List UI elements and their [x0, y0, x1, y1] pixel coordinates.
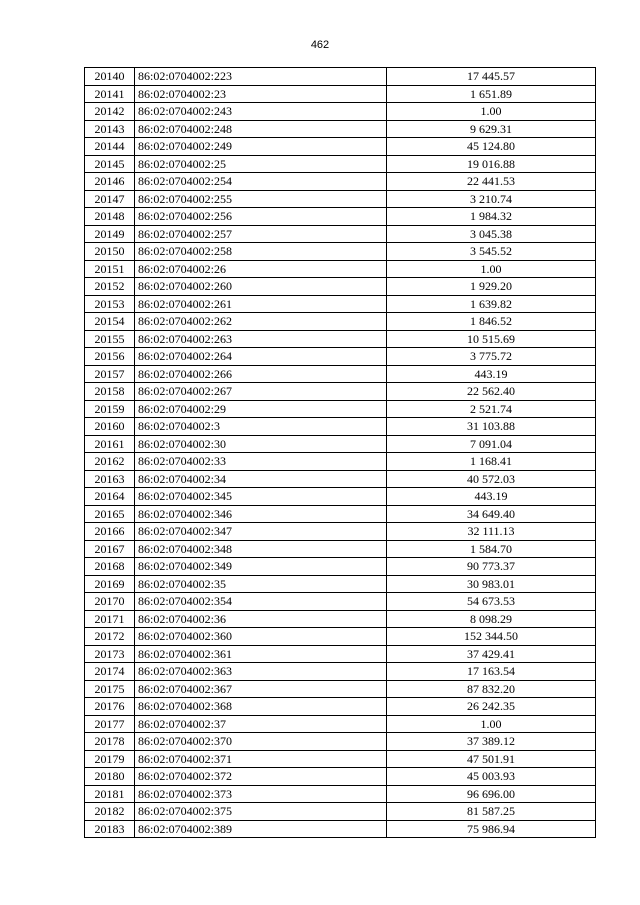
- cadastral-number-cell: 86:02:0704002:348: [135, 540, 387, 558]
- cadastral-number-cell: 86:02:0704002:223: [135, 68, 387, 86]
- value-cell: 90 773.37: [387, 558, 596, 576]
- row-number-cell: 20164: [85, 488, 135, 506]
- cadastral-number-cell: 86:02:0704002:258: [135, 243, 387, 261]
- row-number-cell: 20179: [85, 750, 135, 768]
- cadastral-number-cell: 86:02:0704002:26: [135, 260, 387, 278]
- table-row: [85, 453, 596, 471]
- cadastral-number-cell: 86:02:0704002:345: [135, 488, 387, 506]
- cadastral-number-cell: 86:02:0704002:354: [135, 593, 387, 611]
- row-number-cell: 20176: [85, 698, 135, 716]
- row-number-cell: 20163: [85, 470, 135, 488]
- table-row: [85, 190, 596, 208]
- table-row: [85, 418, 596, 436]
- value-cell: 8 098.29: [387, 610, 596, 628]
- row-number-cell: 20158: [85, 383, 135, 401]
- value-cell: 1 584.70: [387, 540, 596, 558]
- value-cell: 17 163.54: [387, 663, 596, 681]
- table-row: [85, 628, 596, 646]
- cadastral-number-cell: 86:02:0704002:263: [135, 330, 387, 348]
- cadastral-number-cell: 86:02:0704002:371: [135, 750, 387, 768]
- table-row: [85, 768, 596, 786]
- row-number-cell: 20172: [85, 628, 135, 646]
- table-row: [85, 138, 596, 156]
- cadastral-number-cell: 86:02:0704002:264: [135, 348, 387, 366]
- row-number-cell: 20151: [85, 260, 135, 278]
- value-cell: 37 429.41: [387, 645, 596, 663]
- cadastral-number-cell: 86:02:0704002:256: [135, 208, 387, 226]
- value-cell: 10 515.69: [387, 330, 596, 348]
- table-row: [85, 278, 596, 296]
- value-cell: 3 210.74: [387, 190, 596, 208]
- cadastral-number-cell: 86:02:0704002:257: [135, 225, 387, 243]
- row-number-cell: 20142: [85, 103, 135, 121]
- table-row: [85, 295, 596, 313]
- row-number-cell: 20154: [85, 313, 135, 331]
- table-row: [85, 575, 596, 593]
- cadastral-number-cell: 86:02:0704002:375: [135, 803, 387, 821]
- row-number-cell: 20175: [85, 680, 135, 698]
- value-cell: 22 441.53: [387, 173, 596, 191]
- value-cell: 443.19: [387, 365, 596, 383]
- row-number-cell: 20169: [85, 575, 135, 593]
- value-cell: 22 562.40: [387, 383, 596, 401]
- row-number-cell: 20149: [85, 225, 135, 243]
- value-cell: 34 649.40: [387, 505, 596, 523]
- row-number-cell: 20143: [85, 120, 135, 138]
- cadastral-number-cell: 86:02:0704002:29: [135, 400, 387, 418]
- registry-table: [84, 67, 596, 838]
- value-cell: 75 986.94: [387, 820, 596, 838]
- value-cell: 1.00: [387, 715, 596, 733]
- row-number-cell: 20161: [85, 435, 135, 453]
- value-cell: 32 111.13: [387, 523, 596, 541]
- table-row: [85, 435, 596, 453]
- cadastral-number-cell: 86:02:0704002:368: [135, 698, 387, 716]
- table-row: [85, 225, 596, 243]
- cadastral-number-cell: 86:02:0704002:261: [135, 295, 387, 313]
- value-cell: 45 124.80: [387, 138, 596, 156]
- row-number-cell: 20168: [85, 558, 135, 576]
- row-number-cell: 20147: [85, 190, 135, 208]
- table-row: [85, 348, 596, 366]
- table-row: [85, 820, 596, 838]
- row-number-cell: 20160: [85, 418, 135, 436]
- cadastral-number-cell: 86:02:0704002:36: [135, 610, 387, 628]
- row-number-cell: 20140: [85, 68, 135, 86]
- cadastral-number-cell: 86:02:0704002:389: [135, 820, 387, 838]
- cadastral-number-cell: 86:02:0704002:249: [135, 138, 387, 156]
- row-number-cell: 20156: [85, 348, 135, 366]
- value-cell: 81 587.25: [387, 803, 596, 821]
- table-row: [85, 173, 596, 191]
- page-number: 462: [310, 39, 330, 51]
- table-row: [85, 803, 596, 821]
- table-row: [85, 750, 596, 768]
- row-number-cell: 20148: [85, 208, 135, 226]
- row-number-cell: 20177: [85, 715, 135, 733]
- cadastral-number-cell: 86:02:0704002:33: [135, 453, 387, 471]
- row-number-cell: 20173: [85, 645, 135, 663]
- cadastral-number-cell: 86:02:0704002:360: [135, 628, 387, 646]
- cadastral-number-cell: 86:02:0704002:347: [135, 523, 387, 541]
- cadastral-number-cell: 86:02:0704002:370: [135, 733, 387, 751]
- table-row: [85, 698, 596, 716]
- table-row: [85, 488, 596, 506]
- table-row: [85, 330, 596, 348]
- cadastral-number-cell: 86:02:0704002:254: [135, 173, 387, 191]
- table-row: [85, 400, 596, 418]
- value-cell: 96 696.00: [387, 785, 596, 803]
- table-row: [85, 558, 596, 576]
- value-cell: 152 344.50: [387, 628, 596, 646]
- registry-table-body: [85, 68, 596, 838]
- value-cell: 3 045.38: [387, 225, 596, 243]
- cadastral-number-cell: 86:02:0704002:25: [135, 155, 387, 173]
- table-row: [85, 365, 596, 383]
- value-cell: 1 846.52: [387, 313, 596, 331]
- value-cell: 443.19: [387, 488, 596, 506]
- row-number-cell: 20181: [85, 785, 135, 803]
- cadastral-number-cell: 86:02:0704002:363: [135, 663, 387, 681]
- value-cell: 1.00: [387, 103, 596, 121]
- table-row: [85, 593, 596, 611]
- cadastral-number-cell: 86:02:0704002:361: [135, 645, 387, 663]
- value-cell: 17 445.57: [387, 68, 596, 86]
- value-cell: 1 168.41: [387, 453, 596, 471]
- row-number-cell: 20166: [85, 523, 135, 541]
- row-number-cell: 20180: [85, 768, 135, 786]
- cadastral-number-cell: 86:02:0704002:267: [135, 383, 387, 401]
- value-cell: 2 521.74: [387, 400, 596, 418]
- row-number-cell: 20152: [85, 278, 135, 296]
- table-row: [85, 523, 596, 541]
- value-cell: 37 389.12: [387, 733, 596, 751]
- value-cell: 19 016.88: [387, 155, 596, 173]
- row-number-cell: 20183: [85, 820, 135, 838]
- table-row: [85, 103, 596, 121]
- row-number-cell: 20171: [85, 610, 135, 628]
- cadastral-number-cell: 86:02:0704002:346: [135, 505, 387, 523]
- table-row: [85, 383, 596, 401]
- value-cell: 31 103.88: [387, 418, 596, 436]
- value-cell: 40 572.03: [387, 470, 596, 488]
- value-cell: 45 003.93: [387, 768, 596, 786]
- value-cell: 7 091.04: [387, 435, 596, 453]
- row-number-cell: 20174: [85, 663, 135, 681]
- cadastral-number-cell: 86:02:0704002:367: [135, 680, 387, 698]
- cadastral-number-cell: 86:02:0704002:243: [135, 103, 387, 121]
- table-row: [85, 645, 596, 663]
- value-cell: 3 545.52: [387, 243, 596, 261]
- table-row: [85, 208, 596, 226]
- value-cell: 1 639.82: [387, 295, 596, 313]
- row-number-cell: 20141: [85, 85, 135, 103]
- cadastral-number-cell: 86:02:0704002:260: [135, 278, 387, 296]
- cadastral-number-cell: 86:02:0704002:37: [135, 715, 387, 733]
- table-row: [85, 715, 596, 733]
- table-row: [85, 610, 596, 628]
- row-number-cell: 20146: [85, 173, 135, 191]
- row-number-cell: 20162: [85, 453, 135, 471]
- value-cell: 1 651.89: [387, 85, 596, 103]
- value-cell: 54 673.53: [387, 593, 596, 611]
- cadastral-number-cell: 86:02:0704002:255: [135, 190, 387, 208]
- cadastral-number-cell: 86:02:0704002:349: [135, 558, 387, 576]
- table-row: [85, 470, 596, 488]
- table-row: [85, 733, 596, 751]
- cadastral-number-cell: 86:02:0704002:262: [135, 313, 387, 331]
- value-cell: 1 984.32: [387, 208, 596, 226]
- row-number-cell: 20145: [85, 155, 135, 173]
- table-row: [85, 260, 596, 278]
- cadastral-number-cell: 86:02:0704002:248: [135, 120, 387, 138]
- cadastral-number-cell: 86:02:0704002:266: [135, 365, 387, 383]
- value-cell: 1 929.20: [387, 278, 596, 296]
- table-row: [85, 785, 596, 803]
- cadastral-number-cell: 86:02:0704002:372: [135, 768, 387, 786]
- row-number-cell: 20157: [85, 365, 135, 383]
- row-number-cell: 20167: [85, 540, 135, 558]
- cadastral-number-cell: 86:02:0704002:23: [135, 85, 387, 103]
- table-row: [85, 663, 596, 681]
- row-number-cell: 20165: [85, 505, 135, 523]
- table-row: [85, 680, 596, 698]
- row-number-cell: 20144: [85, 138, 135, 156]
- table-row: [85, 85, 596, 103]
- cadastral-number-cell: 86:02:0704002:30: [135, 435, 387, 453]
- row-number-cell: 20159: [85, 400, 135, 418]
- value-cell: 87 832.20: [387, 680, 596, 698]
- table-row: [85, 68, 596, 86]
- value-cell: 30 983.01: [387, 575, 596, 593]
- value-cell: 1.00: [387, 260, 596, 278]
- table-row: [85, 120, 596, 138]
- row-number-cell: 20182: [85, 803, 135, 821]
- row-number-cell: 20178: [85, 733, 135, 751]
- cadastral-number-cell: 86:02:0704002:3: [135, 418, 387, 436]
- cadastral-number-cell: 86:02:0704002:34: [135, 470, 387, 488]
- cadastral-number-cell: 86:02:0704002:373: [135, 785, 387, 803]
- table-row: [85, 243, 596, 261]
- row-number-cell: 20153: [85, 295, 135, 313]
- value-cell: 47 501.91: [387, 750, 596, 768]
- row-number-cell: 20150: [85, 243, 135, 261]
- cadastral-number-cell: 86:02:0704002:35: [135, 575, 387, 593]
- table-row: [85, 540, 596, 558]
- table-row: [85, 505, 596, 523]
- row-number-cell: 20155: [85, 330, 135, 348]
- value-cell: 9 629.31: [387, 120, 596, 138]
- table-row: [85, 155, 596, 173]
- table-row: [85, 313, 596, 331]
- value-cell: 3 775.72: [387, 348, 596, 366]
- value-cell: 26 242.35: [387, 698, 596, 716]
- row-number-cell: 20170: [85, 593, 135, 611]
